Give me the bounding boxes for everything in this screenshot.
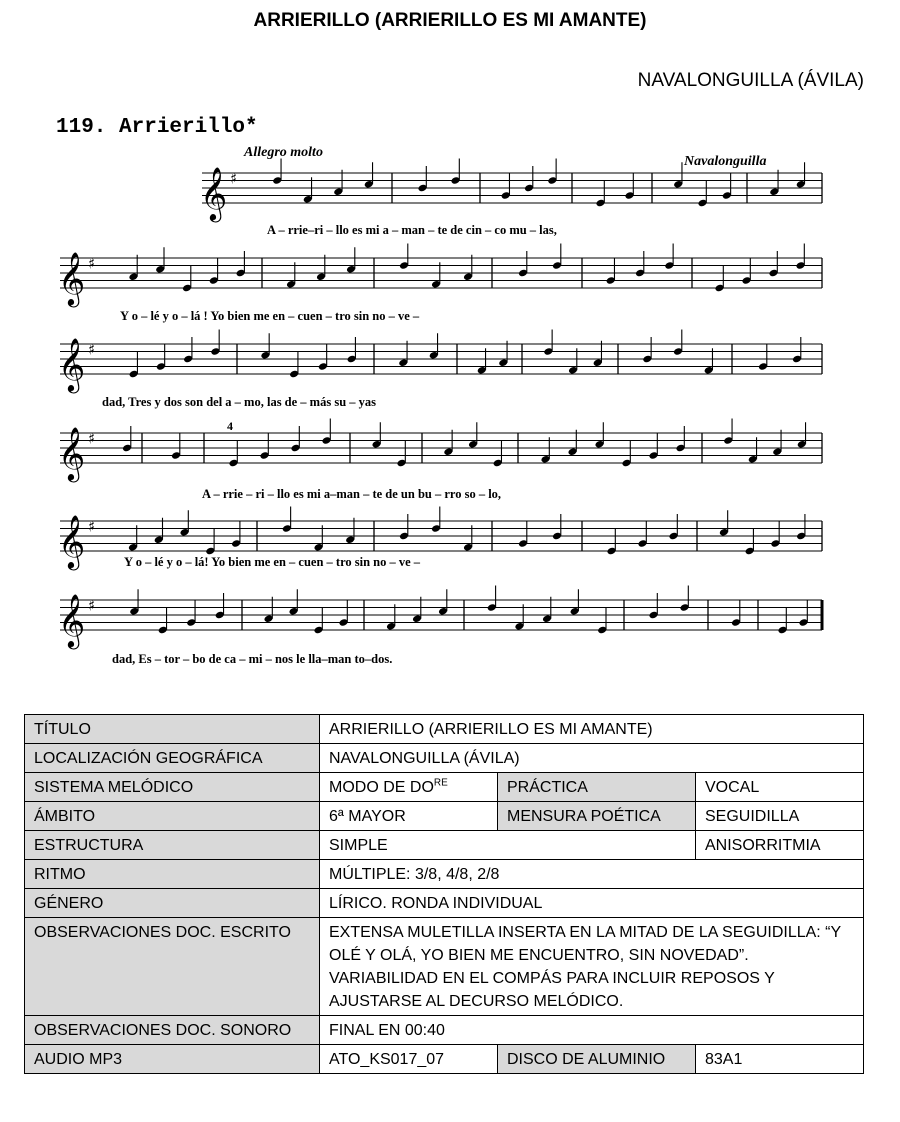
lyric-line-5: Y o – lé y o – lá! Yo bien me en – cuen – tro sin no – ve – (124, 555, 421, 569)
titulo-value: ARRIERILLO (ARRIERILLO ES MI AMANTE) (320, 715, 864, 744)
obs-escrito-line-1: EXTENSA MULETILLA INSERTA EN LA MITAD DE LA SEGUIDILLA: “Y OLÉ Y OLÁ, YO BIEN ME ENCUENTRO, SIN NOVEDAD”. (329, 924, 841, 964)
ambito-value: 6ª MAYOR (320, 802, 498, 831)
genero-value: LÍRICO. RONDA INDIVIDUAL (320, 889, 864, 918)
obs-escrito-line-2: VARIABILIDAD EN EL COMPÁS PARA INCLUIR REPOSOS Y AJUSTARSE AL DECURSO MELÓDICO. (329, 970, 775, 1010)
sistema-melodico-cell (320, 773, 498, 802)
estructura-label: ESTRUCTURA (25, 831, 320, 860)
ritmo-value: MÚLTIPLE: 3/8, 4/8, 2/8 (320, 860, 864, 889)
sistema-melodico-value: MODO DE DO (329, 779, 434, 796)
localizacion-value: NAVALONGUILLA (ÁVILA) (320, 744, 864, 773)
measure-rest-count: 4 (227, 419, 233, 433)
mensura-poetica-label: MENSURA POÉTICA (498, 802, 696, 831)
table-row (25, 773, 864, 802)
treble-clef-icon: 𝄞 (58, 514, 86, 568)
lyric-line-4: A – rrie – ri – llo es mi a–man – te de un bu – rro so – lo, (202, 487, 502, 501)
metadata-table (24, 714, 864, 1074)
staff-system (58, 244, 822, 308)
table-row (25, 744, 864, 773)
staff-system (58, 586, 822, 650)
titulo-label: TÍTULO (25, 715, 320, 744)
staff-system (58, 419, 822, 483)
document-title: ARRIERILLO (ARRIERILLO ES MI AMANTE) (253, 10, 647, 31)
key-signature-sharp-icon: ♯ (88, 340, 96, 359)
audio-value: ATO_KS017_07 (320, 1045, 498, 1074)
key-signature-sharp-icon: ♯ (230, 169, 238, 188)
tempo-marking: Allegro molto (244, 145, 323, 160)
disco-label: DISCO DE ALUMINIO (498, 1045, 696, 1074)
lyric-line-2: Y o – lé y o – lá ! Yo bien me en – cuen – tro sin no – ve – (120, 309, 420, 323)
table-row (25, 1016, 864, 1045)
treble-clef-icon: 𝄞 (200, 166, 228, 220)
disco-value: 83A1 (696, 1045, 864, 1074)
staff-system (58, 330, 822, 394)
obs-sonoro-label: OBSERVACIONES DOC. SONORO (25, 1016, 320, 1045)
key-signature-sharp-icon: ♯ (88, 596, 96, 615)
ambito-label: ÁMBITO (25, 802, 320, 831)
practica-value: VOCAL (696, 773, 864, 802)
genero-label: GÉNERO (25, 889, 320, 918)
sistema-melodico-label: SISTEMA MELÓDICO (25, 773, 320, 802)
audio-label: AUDIO MP3 (25, 1045, 320, 1074)
obs-escrito-label: OBSERVACIONES DOC. ESCRITO (25, 918, 320, 1016)
ritmo-label: RITMO (25, 860, 320, 889)
treble-clef-icon: 𝄞 (58, 426, 86, 480)
lyric-line-6: dad, Es – tor – bo de ca – mi – nos le lla–man to–dos. (112, 652, 393, 666)
treble-clef-icon: 𝄞 (58, 593, 86, 647)
obs-escrito-cell (320, 918, 864, 1016)
key-signature-sharp-icon: ♯ (88, 517, 96, 536)
sistema-melodico-superscript: RE (433, 777, 448, 789)
score-number-title: 119. Arrierillo* (56, 116, 258, 139)
table-row (25, 715, 864, 744)
table-row (25, 1045, 864, 1074)
geographic-location: NAVALONGUILLA (ÁVILA) (637, 70, 864, 91)
lyric-line-3: dad, Tres y dos son del a – mo, las de – más su – yas (102, 395, 377, 409)
key-signature-sharp-icon: ♯ (88, 429, 96, 448)
practica-label: PRÁCTICA (498, 773, 696, 802)
table-row (25, 831, 864, 860)
table-row (25, 918, 864, 1016)
table-row (25, 802, 864, 831)
key-signature-sharp-icon: ♯ (88, 254, 96, 273)
treble-clef-icon: 𝄞 (58, 251, 86, 305)
table-row (25, 889, 864, 918)
treble-clef-icon: 𝄞 (58, 337, 86, 391)
lyric-line-1: A – rrie–ri – llo es mi a – man – te de cin – co mu – las, (267, 223, 557, 237)
score-place: Navalonguilla (684, 154, 767, 169)
estructura-value: SIMPLE (320, 831, 696, 860)
sheet-music-score (52, 108, 837, 688)
table-row (25, 860, 864, 889)
mensura-poetica-value: SEGUIDILLA (696, 802, 864, 831)
obs-sonoro-value: FINAL EN 00:40 (320, 1016, 864, 1045)
estructura-extra: ANISORRITMIA (696, 831, 864, 860)
localizacion-label: LOCALIZACIÓN GEOGRÁFICA (25, 744, 320, 773)
